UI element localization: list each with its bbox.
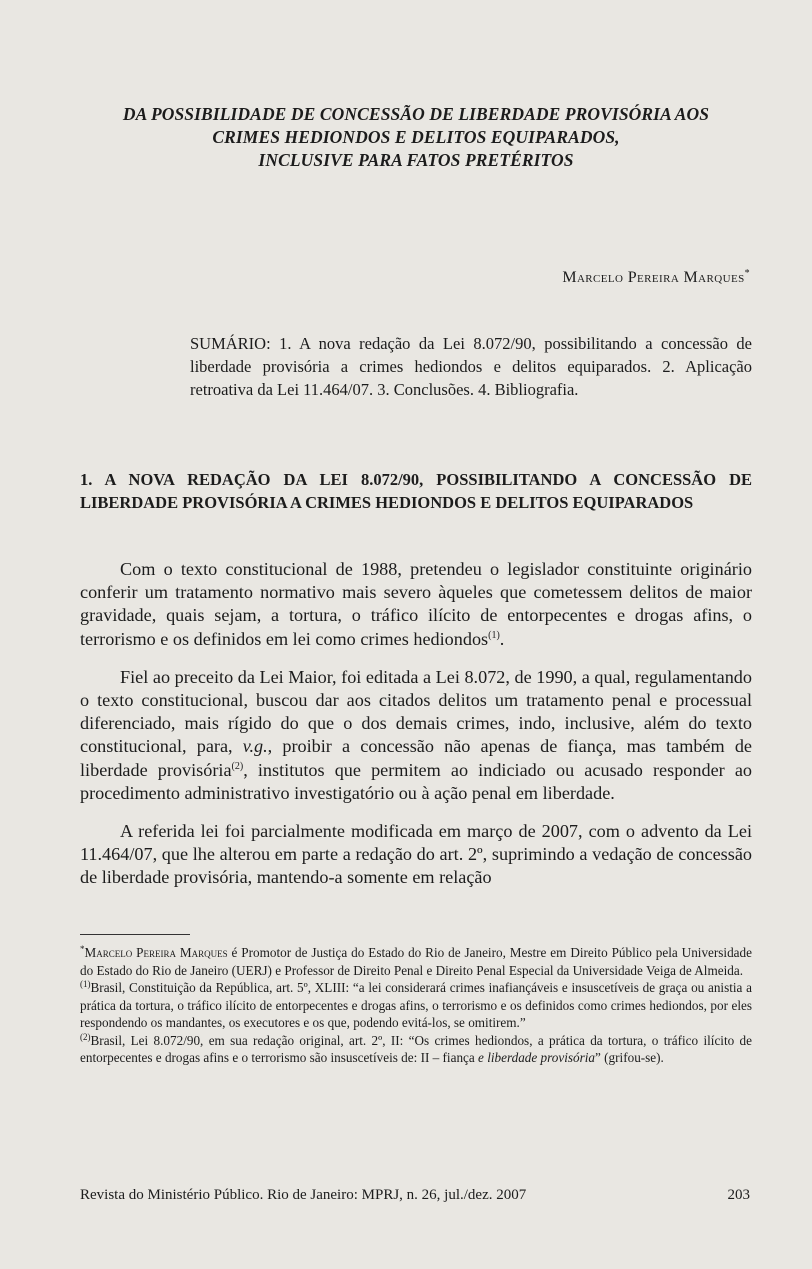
section-heading: 1. A NOVA REDAÇÃO DA LEI 8.072/90, POSSIBILITANDO A CONCESSÃO DE LIBERDADE PROVISÓRIA A CRIMES HEDIONDOS E DELITOS EQUIPARADOS bbox=[80, 470, 752, 512]
paragraph-2: Fiel ao preceito da Lei Maior, foi editada a Lei 8.072, de 1990, a qual, regulamentando o texto constitucional, buscou dar aos citados delitos um tratamento penal e processual diferenciado, mais rígido do que o dos demais crimes, indo, inclusive, além do texto constitucional, para, v.g., proibir a concessão não apenas de fiança, mas também de liberdade provisória$^{(2)}$, institutos que permitem ao indiciado ou acusado responder ao procedimento administrativo investigatório ou à ação penal em liberdade. bbox=[80, 666, 752, 803]
footer-journal: Revista do Ministério Público. Rio de Janeiro: MPRJ, n. 26, jul./dez. 2007 bbox=[80, 1187, 527, 1203]
summary: SUMÁRIO: 1. A nova redação da Lei 8.072/90, possibilitando a concessão de liberdade provisória a crimes hediondos e delitos equiparados. 2. Aplicação retroativa da Lei 11.464/07. 3. Conclusões. 4. Bibliografia. bbox=[190, 334, 752, 399]
footnotes bbox=[80, 944, 752, 1067]
author-line bbox=[562, 268, 750, 287]
footnote-author: *Marcelo Pereira Marques é Promotor de Justiça do Estado do Rio de Janeiro, Mestre em Direito Público pela Universidade do Estado do Rio de Janeiro (UERJ) e Professor de Direito Penal e Direito Penal Especial da Universidade Veiga de Almeida. bbox=[80, 944, 752, 978]
page-number: 203 bbox=[727, 1187, 750, 1203]
footnote-1: $^{(1)}$Brasil, Constituição da República, art. 5º, XLIII: “a lei considerará crimes inafiançáveis e insuscetíveis de graça ou anistia a prática da tortura, o tráfico ilícito de entorpecentes e drogas afins, o terrorismo e os definidos como crimes hediondos, por eles respondendo os mandantes, os executores e os que, podendo evitá-los, se omitirem.” bbox=[80, 979, 752, 1030]
footnote-ref-2: (2) bbox=[231, 760, 244, 772]
article-title bbox=[80, 103, 752, 172]
author-name: Marcelo Pereira Marques bbox=[562, 269, 745, 286]
footnote-divider bbox=[80, 934, 190, 935]
title-line-2: CRIMES HEDIONDOS E DELITOS EQUIPARADOS, bbox=[212, 127, 620, 147]
title-line-3: INCLUSIVE PARA FATOS PRETÉRITOS bbox=[258, 150, 574, 170]
body-text bbox=[80, 558, 752, 905]
author-footnote-mark: * bbox=[744, 268, 750, 279]
paragraph-1: Com o texto constitucional de 1988, pretendeu o legislador constituinte originário conferir um tratamento normativo mais severo àqueles que cometessem delitos de maior gravidade, quais sejam, a tortura, o tráfico ilícito de entorpecentes e drogas afins, o terrorismo e os definidos em lei como crimes hediondos$^{(1)}$. bbox=[80, 559, 752, 649]
footnote-2: $^{(2)}$Brasil, Lei 8.072/90, em sua redação original, art. 2º, II: “Os crimes hediondos, a prática da tortura, o tráfico ilícito de entorpecentes e drogas afins e o terrorismo são insuscetíveis de: II – fiança e liberdade provisória” (grifou-se). bbox=[80, 1031, 752, 1065]
paragraph-3: A referida lei foi parcialmente modificada em março de 2007, com o advento da Lei 11.464/07, que lhe alterou em parte a redação do art. 2º, suprimindo a vedação de concessão de liberdade provisória, mantendo-a somente em relação bbox=[80, 821, 752, 888]
footnote-ref-1: (1) bbox=[488, 629, 500, 641]
title-line-1: DA POSSIBILIDADE DE CONCESSÃO DE LIBERDADE PROVISÓRIA AOS bbox=[122, 104, 710, 124]
